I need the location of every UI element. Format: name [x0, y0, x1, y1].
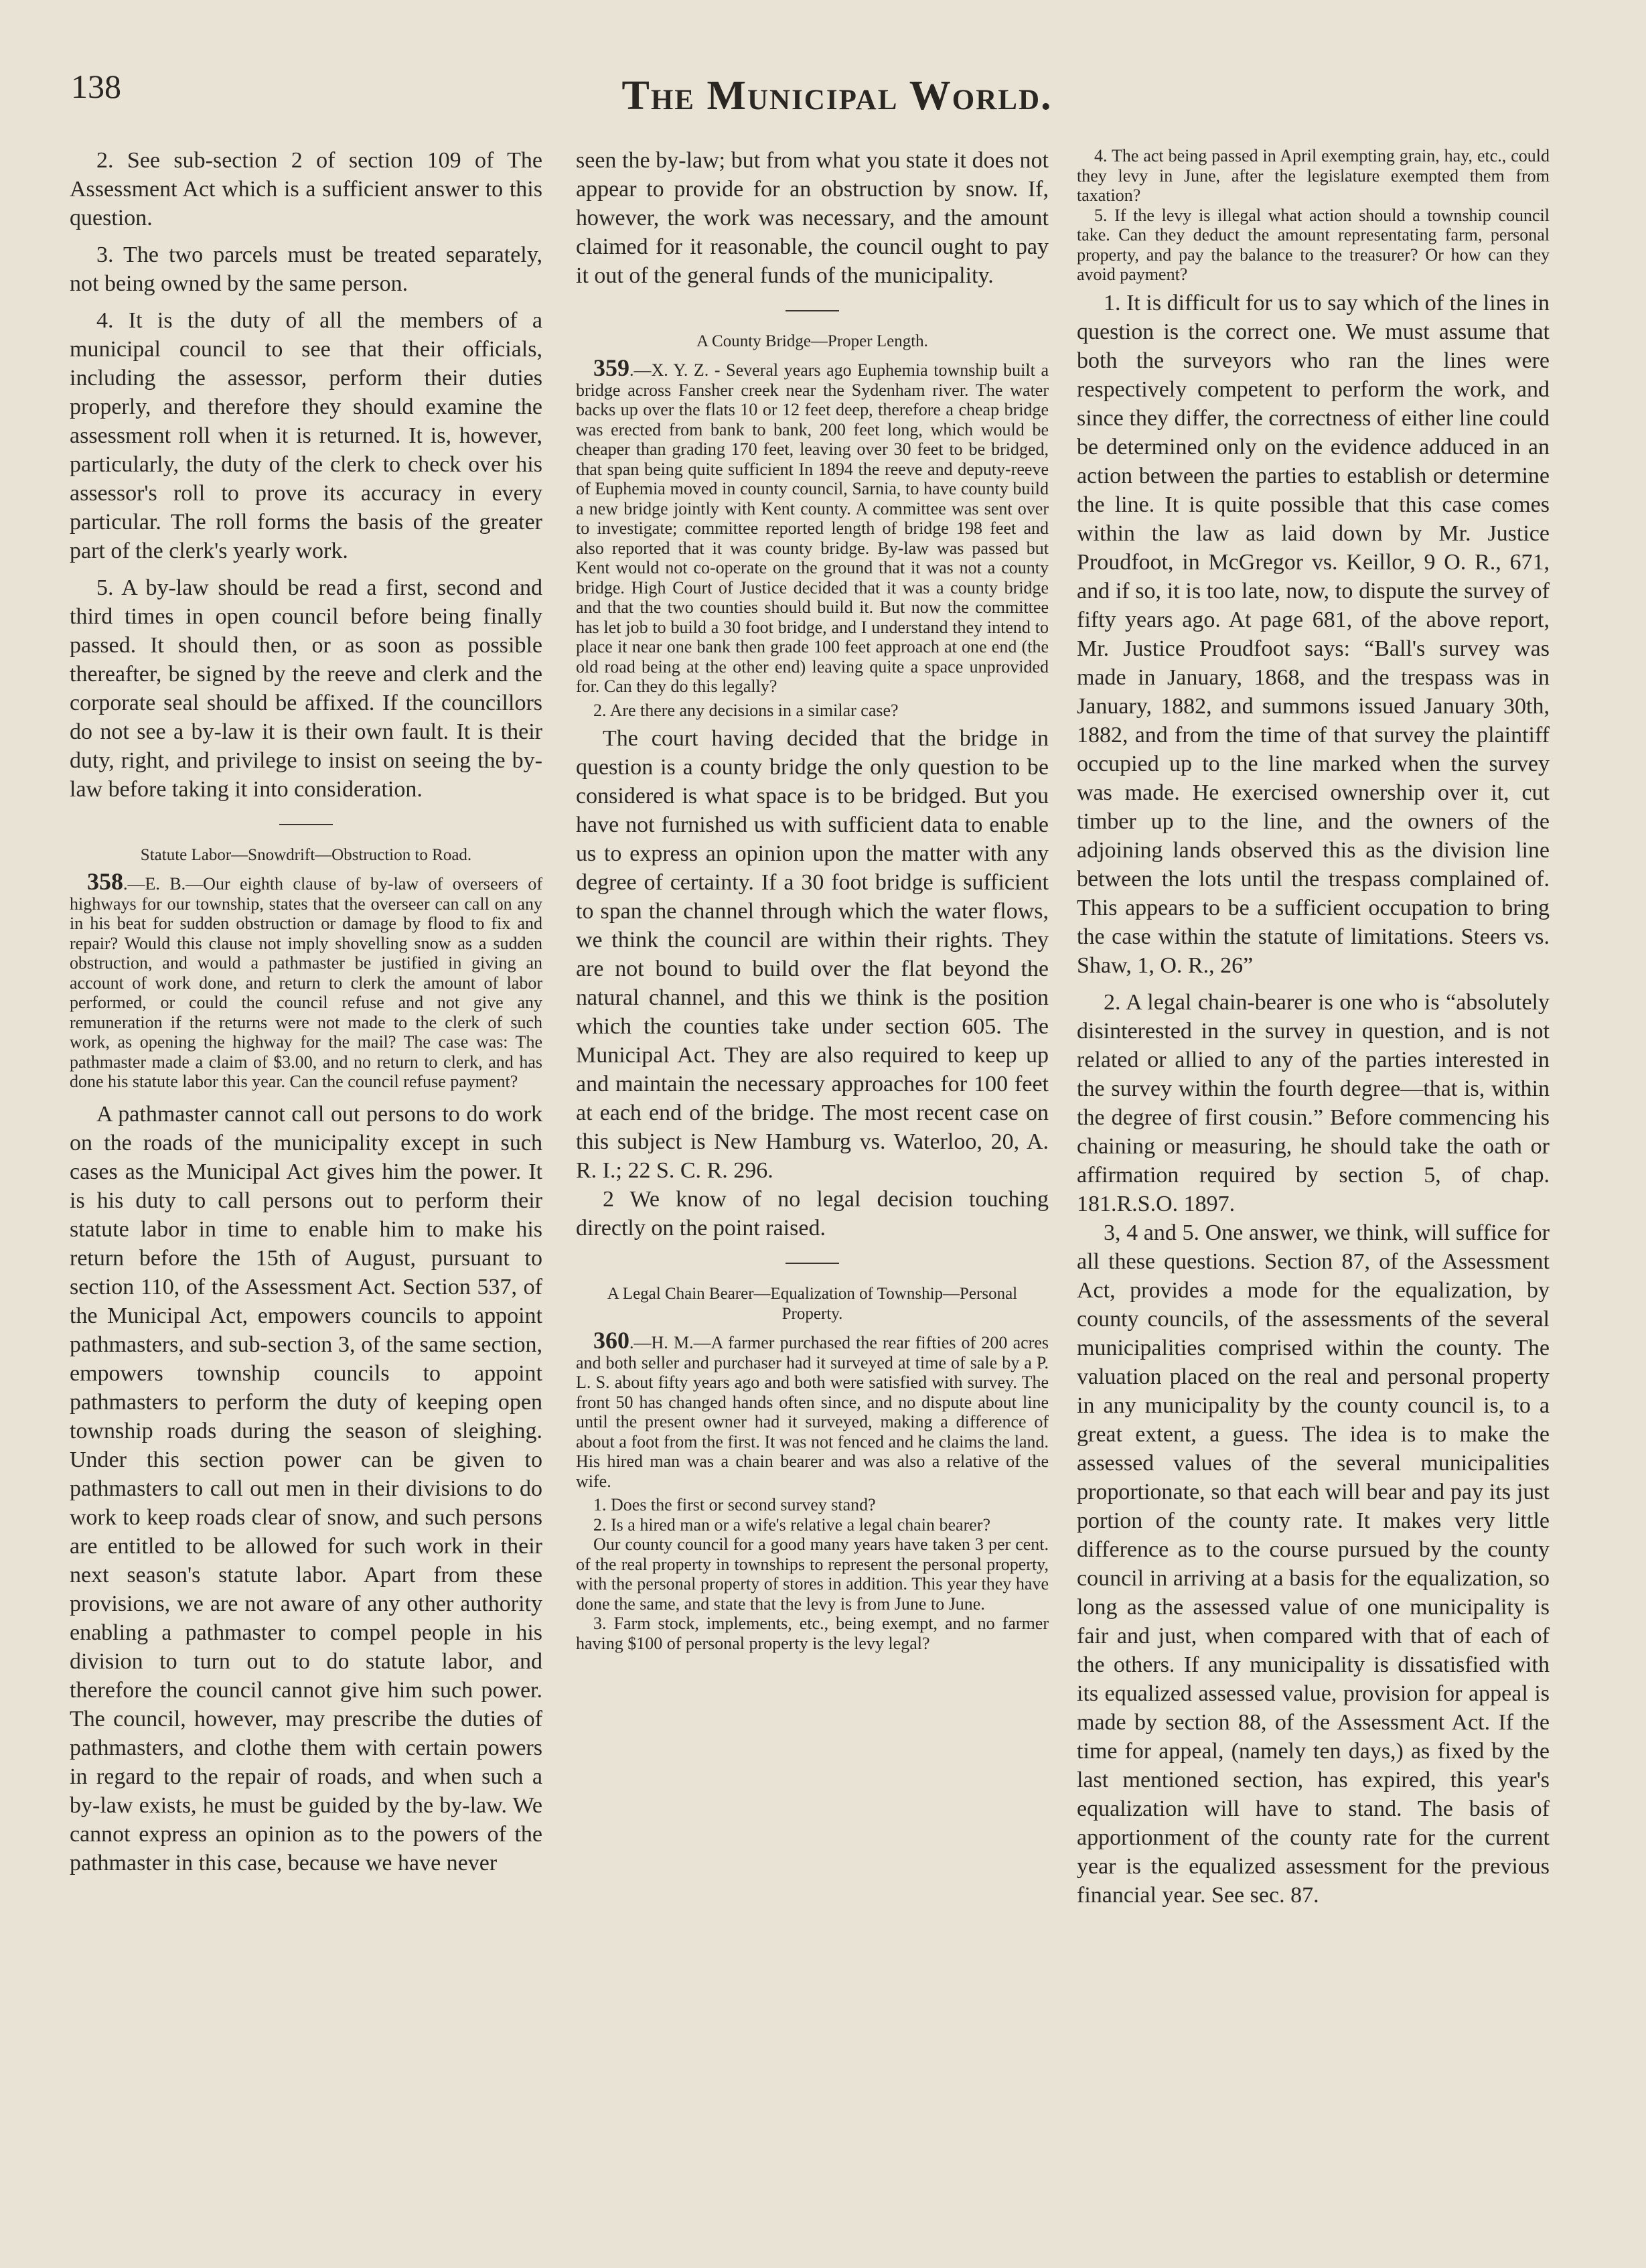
section-divider — [785, 310, 839, 311]
question-360 — [576, 1327, 1049, 1491]
answer-paragraph: A pathmaster cannot call out persons to do work on the roads of the municipality except in such cases as the Municipal Act gives him the power. It is his duty to call persons out to perform their statute labor in time to enable him to make his return before the 15th of August, pursuant to section 110, of the Assessment Act. Section 537, of the Municipal Act, empowers councils to appoint pathmasters, and sub-section 3, of the same section, empowers township councils to appoint pathmasters to perform the duty of keeping open township roads during the season of sleighing. Under this section power can be given to pathmasters to call out men in their divisions to do work to keep roads clear of snow, and such persons are entitled to be allowed for such work in their next season's statute labor. Apart from these provisions, we are not aware of any other authority enabling a pathmaster to compel people in his division to turn out to do statute labor, and therefore the council cannot give him such power. The council, however, may prescribe the duties of pathmasters, and clothe them with certain powers in regard to the repair of roads, and when such a by-law exists, he must be guided by the by-law. We cannot express an opinion as to the powers of the pathmaster in this case, because we have never — [70, 1101, 542, 1875]
answer-paragraph: 2. See sub-section 2 of section 109 of The Assessment Act which is a sufficient answer to this question. — [70, 148, 542, 230]
answer-paragraph: 3. The two parcels must be treated separately, not being owned by the same person. — [70, 242, 542, 296]
question-text: 5. If the levy is illegal what action should a township council take. Can they deduct the amount representating farm, personal property, and pay the balance to the treasurer? Or how can they avoid payment? — [1077, 205, 1550, 284]
section-heading: A County Bridge—Proper Length. — [696, 332, 928, 350]
answer-paragraph: The court having decided that the bridge in question is a county bridge the only question to be considered is what space is to be bridged. But you have not furnished us with sufficient data to enable us to express an opinion upon the matter with any degree of certainty. If a 30 foot bridge is sufficient to span the channel through which the water flows, we think the council are within their rights. They are not bound to build over the flat beyond the natural channel, and this we think is the position which the counties take under section 605. The Municipal Act. They are also required to keep up and maintain the necessary approaches for 100 feet at each end of the bridge. The most recent case on this subject is New Hamburg vs. Waterloo, 20, A. R. I.; 22 S. C. R. 296. — [576, 726, 1049, 1183]
answer-paragraph: 2 We know of no legal decision touching directly on the point raised. — [576, 1187, 1049, 1241]
question-text: 2. Are there any decisions in a similar case? — [593, 700, 899, 720]
question-number: 360 — [593, 1327, 629, 1354]
answer-paragraph: 1. It is difficult for us to say which of the lines in question is the correct one. We must assume that both the surveyors who ran the lines were respectively competent to perform the work, and since they differ, the correctness of either line could be determined only on the evidence adduced in an action between the parties to establish or determine the line. It is quite possible that this case comes within the law as laid down by Mr. Justice Proudfoot, in McGregor vs. Keillor, 9 O. R., 671, and if so, it is too late, now, to dispute the survey of fifty years ago. At page 681, of the above report, Mr. Justice Proudfoot says: “Ball's survey was made in January, 1868, and the trespass was in January, 1882, and summons issued January 30th, 1882, and from the time of that survey the plaintiff occupied up to the line marked when the survey was made. He exercised ownership over it, cut timber up to the line, and the owners of the adjoining lands observed this as the division line between the lots until the trespass complained of. This appears to be a sufficient occupation to bring the case within the statute of limitations. Steers vs. Shaw, 1, O. R., 26” — [1077, 290, 1550, 978]
section-divider — [785, 1263, 839, 1264]
answer-paragraph: 5. A by-law should be read a first, second and third times in open council before being finally passed. It should then, or as soon as possible thereafter, be signed by the reeve and clerk and the corporate seal should be affixed. If the councillors do not see a by-law it is their own fault. It is their duty, right, and privilege to insist on seeing the by-law before taking it into consideration. — [70, 575, 542, 802]
section-divider — [279, 824, 333, 825]
column-1 — [70, 146, 542, 2182]
answer-paragraph: seen the by-law; but from what you state it does not appear to provide for an obstruction by snow. If, however, the work was necessary, and the amount claimed for it reasonable, the council ought to pay it out of the general funds of the municipality. — [576, 148, 1049, 288]
question-text: 2. Is a hired man or a wife's relative a legal chain bearer? — [593, 1514, 990, 1535]
masthead-title: The Municipal World. — [621, 73, 1053, 119]
question-text: Our county council for a good many years have taken 3 per cent. of the real property in townships to represent the personal property, with the personal property of stores in addition. This year they have done the same, and state that the levy is from June to June. — [576, 1535, 1049, 1614]
answer-paragraph: 3, 4 and 5. One answer, we think, will suffice for all these questions. Section 87, of the Assessment Act, provides a mode for the equalization, by county councils, of the assessments of the several municipalities comprised within the county. The valuation placed on the real and personal property in any municipality by the county council is, to a great extent, a guess. The idea is to make the assessed values of the several municipalities proportionate, so that each will bear and pay its just portion of the county rate. It makes very little difference as to the course pursued by the county council in arriving at a basis for the equalization, so long as the assessed value of one municipality is fair and just, when compared with that of each of the others. If any municipality is dissatisfied with its equalized assessed value, provision for appeal is made by section 88, of the Assessment Act. If the time for appeal, (namely ten days,) as fixed by the last mentioned section, has expired, this year's equalization will have to stand. The basis of apportionment of the county rate for the current year is the equalized assessment for the previous financial year. See sec. 87. — [1077, 1220, 1550, 1908]
question-number: 358 — [87, 868, 123, 895]
question-text: .—E. B.—Our eighth clause of by-law of overseers of highways for our township, states that the overseer can call on any in his beat for sudden obstruction or damage by flood to fix and repair? Would this clause not imply shovelling snow as a sudden obstruction, and would a pathmaster be justified in giving an account of work done, and return to clerk the amount of labor performed, or could the council refuse and not give any remuneration if the returns were not made to the clerk of such work, as opening the highway for the mail? The case was: The pathmaster made a claim of $3.00, and no return to clerk, and has done his statute labor this year. Can the council refuse payment? — [70, 874, 542, 1091]
section-heading: A Legal Chain Bearer—Equalization of Township—Personal Property. — [607, 1285, 1018, 1323]
answer-paragraph: 2. A legal chain-bearer is one who is “absolutely disinterested in the survey in question, and is not related or allied to any of the parties interested in the survey within the fourth degree—that is, within the degree of first cousin.” Before commencing his chaining or measuring, he should take the oath or affirmation required by section 5, of chap. 181.R.S.O. 1897. — [1077, 989, 1550, 1216]
column-2 — [576, 146, 1049, 2182]
question-358 — [70, 868, 542, 1092]
question-text: 1. Does the first or second survey stand? — [593, 1495, 876, 1514]
column-3 — [1077, 146, 1550, 2182]
question-text: 4. The act being passed in April exempting grain, hay, etc., could they levy in June, after the legislature exempted them from taxation? — [1077, 146, 1550, 205]
page-number: 138 — [71, 68, 121, 105]
question-number: 359 — [593, 354, 629, 381]
question-359 — [576, 354, 1049, 697]
question-text: .—X. Y. Z. - Several years ago Euphemia township built a bridge across Fansher creek near the Sydenham river. The water backs up over the flats 10 or 12 feet deep, therefore a cheap bridge was erected from bank to bank, 200 feet long, which would be cheaper than grading 170 feet, leaving over 30 feet to be bridged, that span being quite sufficient In 1894 the reeve and deputy-reeve of Euphemia moved in county council, Sarnia, to have county build a new bridge jointly with Kent county. A committee was sent over to investigate; committee reported length of bridge 198 feet and also reported that it was county bridge. By-law was passed but Kent would not co-operate on the ground that it was not a county bridge. High Court of Justice decided that it was a county bridge and that the two counties should build it. But now the committee has let job to build a 30 foot bridge, and I understand they intend to place it near one bank then grade 100 feet approach at one end (the old road being at the other end) leaving quite a space unprovided for. Can they do this legally? — [576, 360, 1049, 696]
question-text: 3. Farm stock, implements, etc., being exempt, and no farmer having $100 of personal property is the levy legal? — [576, 1614, 1049, 1653]
section-heading: Statute Labor—Snowdrift—Obstruction to Road. — [140, 846, 472, 864]
answer-paragraph: 4. It is the duty of all the members of a municipal council to see that their officials, including the assessor, perform their duties properly, and therefore they should examine the assessment roll when it is returned. It is, however, particularly, the duty of the clerk to check over his assessor's roll to prove its accuracy in every particular. The roll forms the basis of the greater part of the clerk's yearly work. — [70, 308, 542, 563]
question-text: .—H. M.—A farmer purchased the rear fifties of 200 acres and both seller and purchaser had it surveyed at time of sale by a P. L. S. about fifty years ago and both were satisfied with survey. The front 50 has changed hands often since, and no dispute about line until the present owner had it surveyed, making a difference of about a foot from the first. It was not fenced and he claims the land. His hired man was a chain bearer and was also a relative of the wife. — [576, 1333, 1049, 1491]
